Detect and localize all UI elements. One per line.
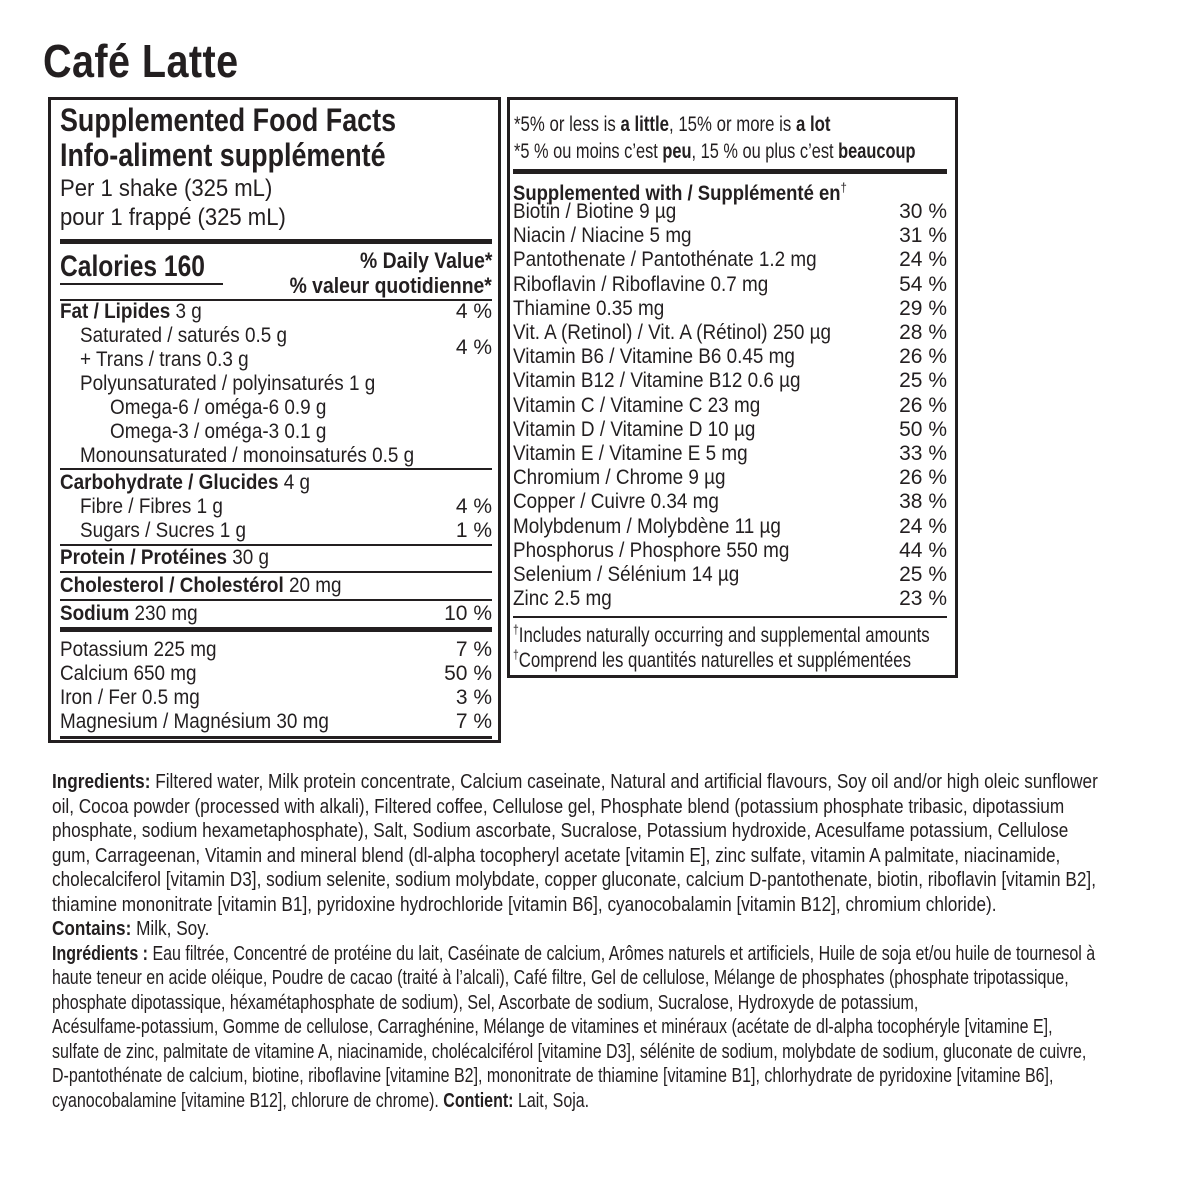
iron-row: Iron / Fer 0.5 mg 3 %	[60, 686, 492, 709]
vitamin-label: Niacin / Niacine 5 mg	[513, 224, 692, 248]
serving-size-fr: pour 1 frappé (325 mL)	[60, 204, 286, 231]
vitamin-label: Vitamin B6 / Vitamine B6 0.45 mg	[513, 345, 795, 369]
fibre-row: Fibre / Fibres 1 g 4 %	[80, 495, 492, 518]
sodium-row: Sodium 230 mg 10 %	[60, 602, 492, 625]
vitamin-label: Chromium / Chrome 9 µg	[513, 466, 726, 490]
vitamin-label: Selenium / Sélénium 14 µg	[513, 563, 740, 586]
vitamin-label: Vitamin B12 / Vitamine B12 0.6 µg	[513, 369, 801, 393]
vitamin-label: Vitamin C / Vitamine C 23 mg	[513, 393, 761, 417]
trans-row: + Trans / trans 0.3 g	[80, 348, 249, 371]
sugars-row: Sugars / Sucres 1 g 1 %	[80, 519, 492, 542]
vitamin-percent: 50 %	[899, 417, 947, 441]
vitamin-percent: 26 %	[899, 466, 947, 490]
saturated-row: Saturated / saturés 0.5 g	[80, 324, 287, 347]
supplemented-heading: Supplemented with / Supplémenté en†	[513, 180, 847, 205]
vitamin-row	[513, 466, 947, 490]
heading-en: Supplemented Food Facts	[60, 102, 397, 138]
calcium-row: Calcium 650 mg 50 %	[60, 662, 492, 685]
ingredients-line: Ingrédients : Eau filtrée, Concentré de protéine du lait, Caséinate de calcium, Arômes naturels et artificiels, Huile de soja et/ou huile de tournesol à	[52, 942, 1096, 965]
vitamin-percent: 25 %	[899, 369, 947, 393]
ingredients-line: Acésulfame-potassium, Gomme de cellulose, Carraghénine, Mélange de vitamines et minéraux (acétate de dl-alpha tocophéryle [vitamine E],	[52, 1016, 1053, 1038]
ingredients-section	[52, 770, 1182, 1113]
vitamin-label: Vitamin D / Vitamine D 10 µg	[513, 417, 756, 441]
vitamin-percent: 26 %	[899, 393, 947, 417]
supplemented-panel	[507, 97, 958, 678]
vitamin-percent: 24 %	[899, 514, 947, 538]
thick-rule	[513, 169, 947, 174]
serving-size-en: Per 1 shake (325 mL)	[60, 175, 273, 202]
vitamin-label: Zinc 2.5 mg	[513, 587, 612, 611]
vitamin-percent: 31 %	[899, 224, 947, 248]
vitamin-row	[513, 515, 947, 539]
vitamin-percent: 44 %	[899, 538, 947, 562]
daily-value-fr: % valeur quotidienne*	[289, 273, 492, 298]
potassium-row: Potassium 225 mg 7 %	[60, 638, 492, 661]
vitamin-label: Riboflavin / Riboflavine 0.7 mg	[513, 272, 769, 296]
vitamin-percent: 54 %	[899, 272, 947, 296]
vitamin-row	[513, 563, 947, 587]
ingredients-line: gum, Carrageenan, Vitamin and mineral blend (dl-alpha tocopheryl acetate [vitamin E], zinc sulfate, vitamin A palmitate, niacinamide,	[52, 844, 1061, 867]
ingredients-line: sulfate de zinc, palmitate de vitamine A, niacinamide, cholécalciférol [vitamine D3], sélénite de sodium, molybdate de sodium, gluconate de cuivre,	[52, 1040, 1087, 1063]
vitamin-percent: 29 %	[899, 296, 947, 320]
ingredients-line: oil, Cocoa powder (processed with alkali), Filtered coffee, Cellulose gel, Phosphate blend (potassium phosphate tribasic, dipotassium	[52, 795, 1065, 818]
vitamin-percent: 25 %	[899, 563, 947, 586]
mono-row: Monounsaturated / monoinsaturés 0.5 g	[80, 444, 415, 467]
ingredients-line: thiamine mononitrate [vitamin B1], pyridoxine hydrochloride [vitamin B6], cyanocobalamin [vitamin B12], chromium chloride).	[52, 893, 997, 916]
poly-row: Polyunsaturated / polyinsaturés 1 g	[80, 372, 376, 395]
vitamin-row	[513, 539, 947, 563]
vitamin-label: Vitamin E / Vitamine E 5 mg	[513, 442, 748, 465]
contains-line: Contains: Milk, Soy.	[52, 918, 210, 940]
vitamin-row	[513, 224, 947, 248]
vitamin-row	[513, 345, 947, 369]
vitamin-label: Molybdenum / Molybdène 11 µg	[513, 514, 781, 538]
product-title: Café Latte	[43, 35, 239, 87]
vitamin-label: Phosphorus / Phosphore 550 mg	[513, 538, 790, 562]
vitamin-row	[513, 297, 947, 321]
footnote-en: †Includes naturally occurring and supplemental amounts	[513, 622, 930, 647]
ingredients-line: haute teneur en acide oléique, Poudre de cacao (traité à l’alcali), Café filtre, Gel de cellulose, Mélange de phosphates (phosphate tripotassique,	[52, 967, 1069, 989]
sat-trans-pct: 4 %	[455, 336, 492, 359]
omega6-row: Omega-6 / oméga-6 0.9 g	[110, 396, 327, 419]
thick-rule	[60, 239, 492, 244]
rule	[60, 468, 492, 470]
daily-value-en: % Daily Value*	[359, 248, 492, 273]
ingredients-line: cyanocobalamine [vitamine B12], chlorure de chrome). Contient: Lait, Soja.	[52, 1089, 590, 1112]
dv-note-en: *5% or less is a little, 15% or more is a lot	[514, 113, 831, 136]
vitamin-label: Pantothenate / Pantothénate 1.2 mg	[513, 248, 817, 272]
vitamin-percent: 26 %	[899, 345, 947, 369]
vitamin-percent: 24 %	[899, 248, 947, 272]
ingredients-line: cholecalciferol [vitamin D3], sodium selenite, sodium molybdate, copper gluconate, calcium D-pantothenate, biotin, riboflavin [vitamin B2],	[52, 869, 1096, 891]
vitamin-row	[513, 490, 947, 514]
vitamin-label: Copper / Cuivre 0.34 mg	[513, 490, 719, 514]
vitamin-percent: 38 %	[899, 490, 947, 514]
nutrition-facts-panel	[48, 97, 501, 743]
vitamin-row	[513, 418, 947, 442]
vitamin-percent: 33 %	[899, 442, 947, 465]
magnesium-row: Magnesium / Magnésium 30 mg 7 %	[60, 710, 492, 733]
heading-fr: Info-aliment supplémenté	[60, 137, 386, 173]
omega3-row: Omega-3 / oméga-3 0.1 g	[110, 420, 327, 443]
vitamin-row	[513, 200, 947, 224]
rule	[60, 599, 492, 601]
cholesterol-row: Cholesterol / Cholestérol 20 mg	[60, 574, 342, 597]
thick-rule	[60, 627, 492, 632]
ingredients-line: phosphate, sodium hexametaphosphate), Salt, Sodium ascorbate, Sucralose, Potassium hydroxide, Acesulfame potassium, Cellulose	[52, 820, 1069, 842]
dv-note-fr: *5 % ou moins c’est peu, 15 % ou plus c’est beaucoup	[514, 140, 916, 163]
ingredients-line: phosphate dipotassique, héxamétaphosphate de sodium), Sel, Ascorbate de sodium, Sucralose, Hydroxyde de potassium,	[52, 991, 919, 1014]
vitamin-row	[513, 587, 947, 611]
vitamin-percent: 30 %	[899, 200, 947, 223]
vitamin-row	[513, 321, 947, 345]
vitamin-label: Thiamine 0.35 mg	[513, 296, 665, 320]
rule	[60, 736, 492, 739]
rule	[60, 571, 492, 573]
vitamin-label: Biotin / Biotine 9 µg	[513, 200, 677, 223]
ingredients-fr	[52, 942, 1172, 1114]
vitamin-row	[513, 394, 947, 418]
vitamin-percent: 28 %	[899, 321, 947, 344]
vitamin-row	[513, 369, 947, 393]
vitamin-row	[513, 442, 947, 466]
ingredients-line: D-pantothénate de calcium, biotine, riboflavine [vitamine B2], mononitrate de thiamine [vitamine B1], chlorhydrate de pyridoxine [vitamine B6],	[52, 1065, 1054, 1087]
ingredients-line: Ingredients: Filtered water, Milk protein concentrate, Calcium caseinate, Natural and artificial flavours, Soy oil and/or high oleic sunflower	[52, 771, 1098, 793]
vitamin-label: Vit. A (Retinol) / Vit. A (Rétinol) 250 µg	[513, 321, 832, 344]
vitamin-row	[513, 248, 947, 272]
calories: Calories 160	[60, 250, 205, 283]
vitamin-row	[513, 273, 947, 297]
protein-row: Protein / Protéines 30 g	[60, 546, 270, 569]
calories-underline	[60, 283, 223, 285]
footnote-fr: †Comprend les quantités naturelles et supplémentées	[513, 647, 912, 672]
vitamin-percent: 23 %	[899, 587, 947, 611]
fat-row: Fat / Lipides 3 g 4 %	[60, 300, 492, 323]
carb-row: Carbohydrate / Glucides 4 g	[60, 471, 310, 494]
ingredients-en	[52, 770, 1170, 942]
